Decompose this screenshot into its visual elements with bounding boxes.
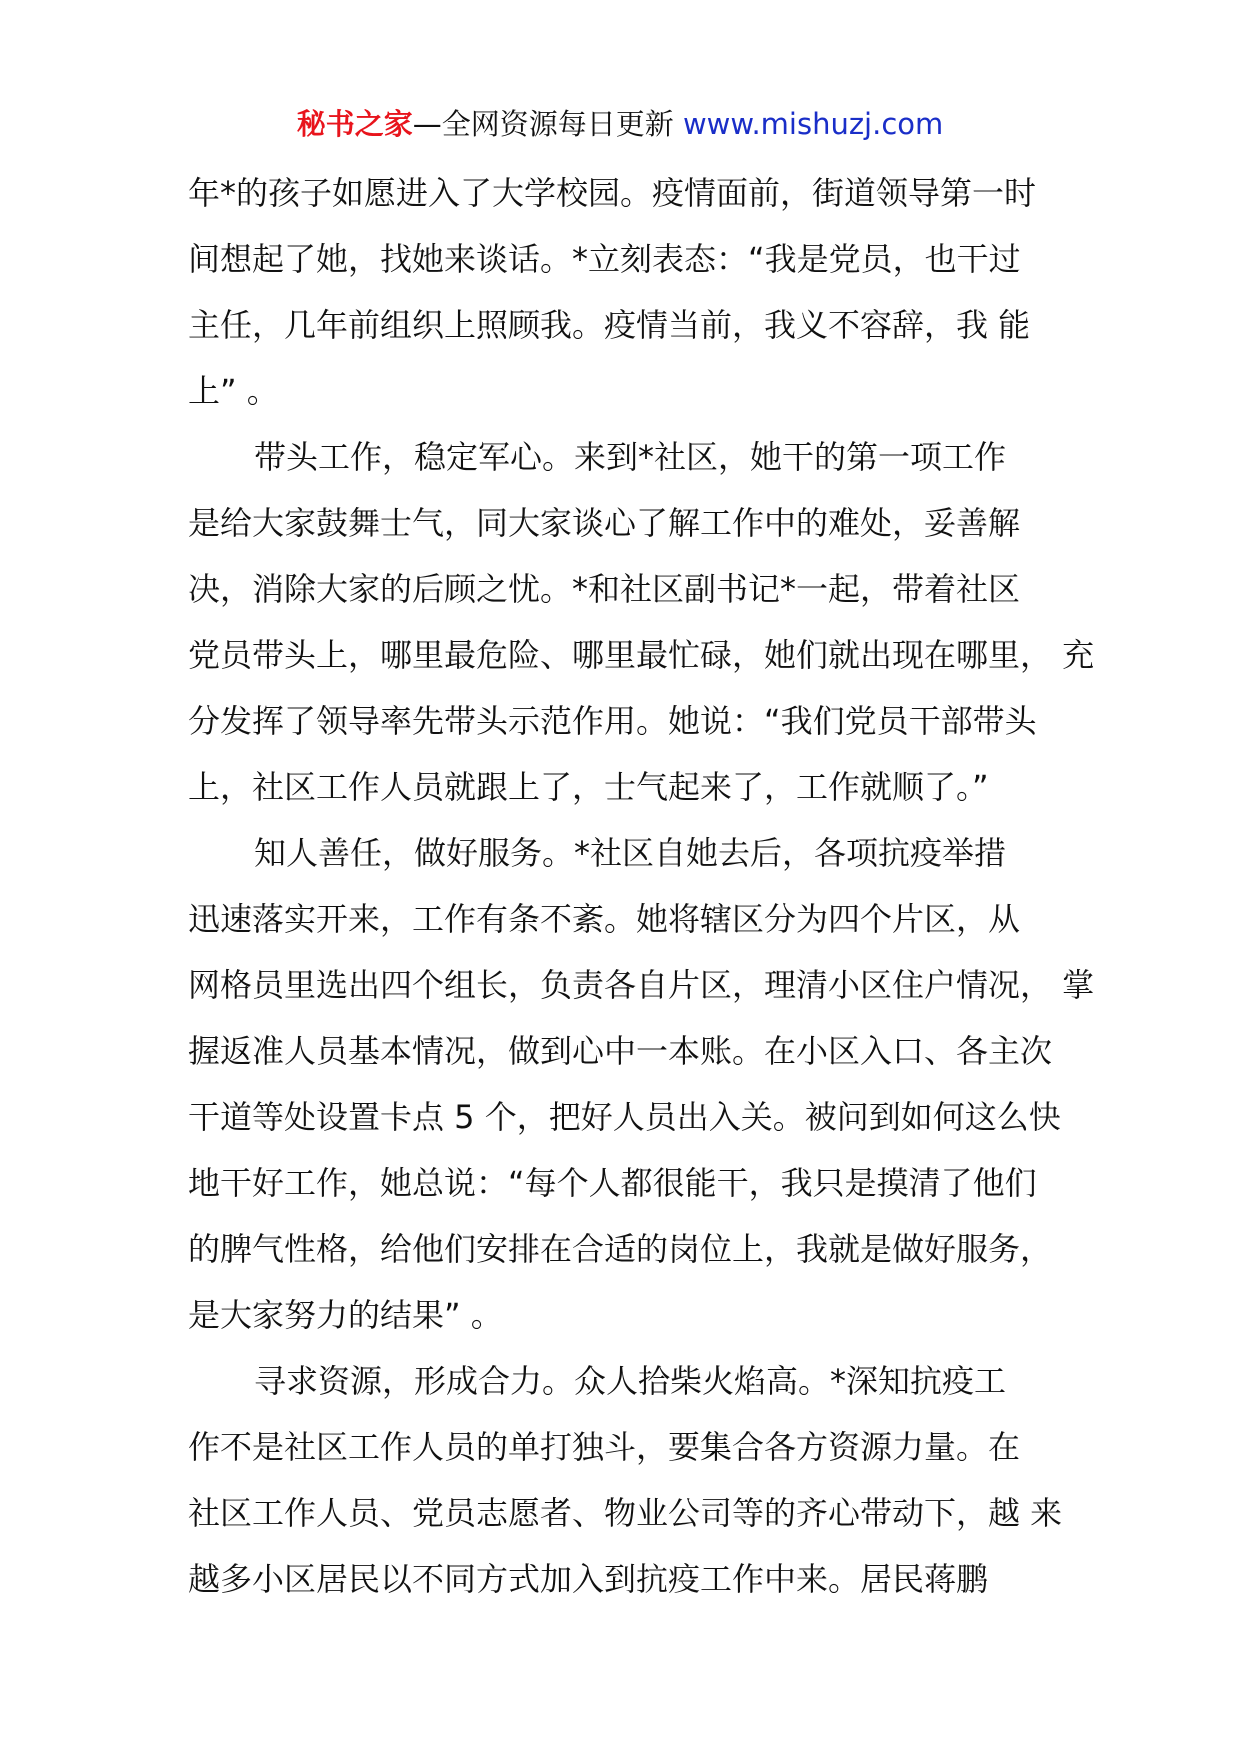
paragraph-first-line: 知人善任，做好服务。*社区自她去后，各项抗疫举措 — [254, 834, 1007, 872]
brand-name: 秘书之家 — [296, 107, 413, 141]
text-line: 上” 。 — [188, 372, 279, 410]
text-line: 干道等处设置卡点 5 个，把好人员出入关。被问到如何这么快 — [188, 1098, 1061, 1136]
text-line: 主任，几年前组织上照顾我。疫情当前，我义不容辞，我 能 — [188, 306, 1031, 344]
paragraph-first-line: 寻求资源，形成合力。众人拾柴火焰高。*深知抗疫工 — [254, 1362, 1007, 1400]
text-line: 决，消除大家的后顾之忧。*和社区副书记*一起，带着社区 — [188, 570, 1021, 608]
text-line: 间想起了她，找她来谈话。*立刻表态：“我是党员，也干过 — [188, 240, 1021, 278]
text-line: 作不是社区工作人员的单打独斗，要集合各方资源力量。在 — [188, 1428, 1021, 1466]
text-line: 迅速落实开来，工作有条不紊。她将辖区分为四个片区，从 — [188, 900, 1021, 938]
text-line: 的脾气性格，给他们安排在合适的岗位上，我就是做好服务， — [188, 1230, 1053, 1268]
text-line: 是给大家鼓舞士气，同大家谈心了解工作中的难处，妥善解 — [188, 504, 1021, 542]
text-line: 是大家努力的结果” 。 — [188, 1296, 503, 1334]
text-line: 社区工作人员、党员志愿者、物业公司等的齐心带动下，越 来 — [188, 1494, 1063, 1532]
paragraph-first-line: 带头工作，稳定军心。来到*社区，她干的第一项工作 — [254, 438, 1007, 476]
text-line: 分发挥了领导率先带头示范作用。她说：“我们党员干部带头 — [188, 702, 1037, 740]
website-link[interactable]: www.mishuzj.com — [682, 107, 944, 141]
text-line: 年*的孩子如愿进入了大学校园。疫情面前，街道领导第一时 — [188, 174, 1037, 212]
text-line: 越多小区居民以不同方式加入到抗疫工作中来。居民蒋鹏 — [188, 1560, 989, 1598]
page-header — [0, 104, 1240, 144]
header-slogan: —全网资源每日更新 — [412, 107, 674, 141]
text-line: 握返准人员基本情况，做到心中一本账。在小区入口、各主次 — [188, 1032, 1053, 1070]
text-line: 上，社区工作人员就跟上了，士气起来了，工作就顺了。” — [188, 768, 989, 806]
document-body — [188, 160, 1095, 1612]
text-line: 地干好工作，她总说：“每个人都很能干，我只是摸清了他们 — [188, 1164, 1037, 1202]
text-line: 党员带头上，哪里最危险、哪里最忙碌，她们就出现在哪里， 充 — [188, 636, 1095, 674]
text-line: 网格员里选出四个组长，负责各自片区，理清小区住户情况， 掌 — [188, 966, 1095, 1004]
